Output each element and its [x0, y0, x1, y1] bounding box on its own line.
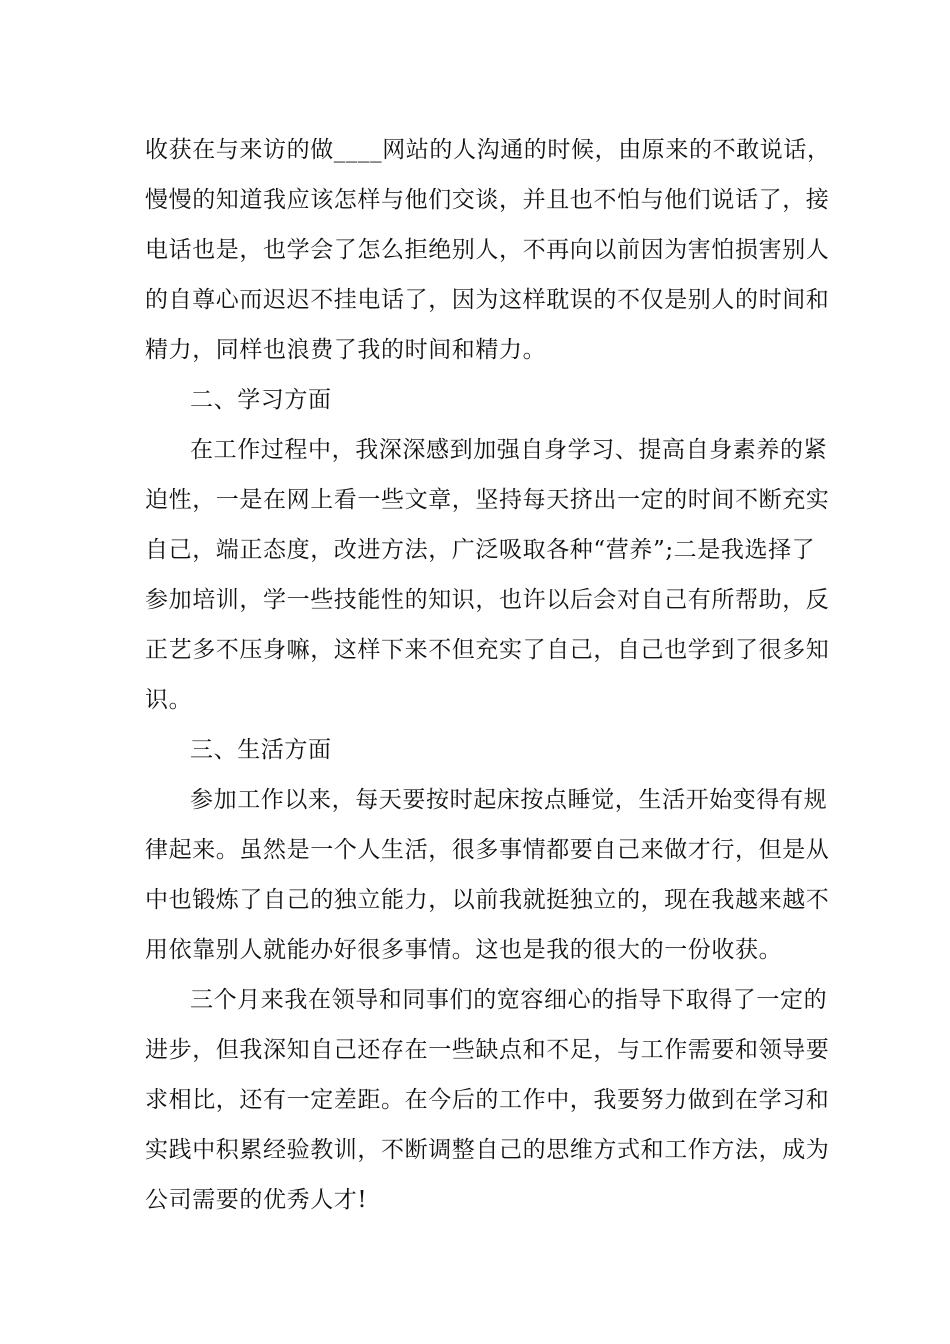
section-heading-study: 二、学习方面: [190, 387, 332, 413]
paragraph-line: 求相比，还有一定差距。在今后的工作中，我要努力做到在学习和: [145, 1087, 830, 1113]
paragraph-line: 公司需要的优秀人才!: [145, 1187, 368, 1213]
paragraph-line: 进步，但我深知自己还存在一些缺点和不足，与工作需要和领导要: [145, 1037, 830, 1063]
paragraph-line: 收获在与来访的做____网站的人沟通的时候，由原来的不敢说话，: [145, 137, 831, 163]
section-heading-life: 三、生活方面: [190, 737, 332, 763]
paragraph-line: 正艺多不压身嘛，这样下来不但充实了自己，自己也学到了很多知: [145, 637, 830, 663]
paragraph-line: 迫性，一是在网上看一些文章，坚持每天挤出一定的时间不断充实: [145, 487, 830, 513]
paragraph-line: 律起来。虽然是一个人生活，很多事情都要自己来做才行，但是从: [145, 837, 830, 863]
paragraph-line: 自己，端正态度，改进方法，广泛吸取各种“营养”;二是我选择了: [145, 537, 816, 563]
paragraph-line: 三个月来我在领导和同事们的宽容细心的指导下取得了一定的: [190, 987, 828, 1013]
paragraph-line: 实践中积累经验教训，不断调整自己的思维方式和工作方法，成为: [145, 1137, 830, 1163]
paragraph-line: 识。: [145, 687, 193, 713]
paragraph-line: 在工作过程中，我深深感到加强自身学习、提高自身素养的紧: [190, 437, 828, 463]
paragraph-line: 参加工作以来，每天要按时起床按点睡觉，生活开始变得有规: [190, 787, 828, 813]
paragraph-line: 电话也是，也学会了怎么拒绝别人，不再向以前因为害怕损害别人: [145, 237, 830, 263]
paragraph-line: 中也锻炼了自己的独立能力，以前我就挺独立的，现在我越来越不: [145, 887, 830, 913]
paragraph-line: 精力，同样也浪费了我的时间和精力。: [145, 337, 547, 363]
paragraph-line: 参加培训，学一些技能性的知识，也许以后会对自己有所帮助，反: [145, 587, 830, 613]
paragraph-line: 的自尊心而迟迟不挂电话了，因为这样耽误的不仅是别人的时间和: [145, 287, 830, 313]
paragraph-line: 用依靠别人就能办好很多事情。这也是我的很大的一份收获。: [145, 937, 783, 963]
paragraph-line: 慢慢的知道我应该怎样与他们交谈，并且也不怕与他们说话了，接: [145, 187, 830, 213]
